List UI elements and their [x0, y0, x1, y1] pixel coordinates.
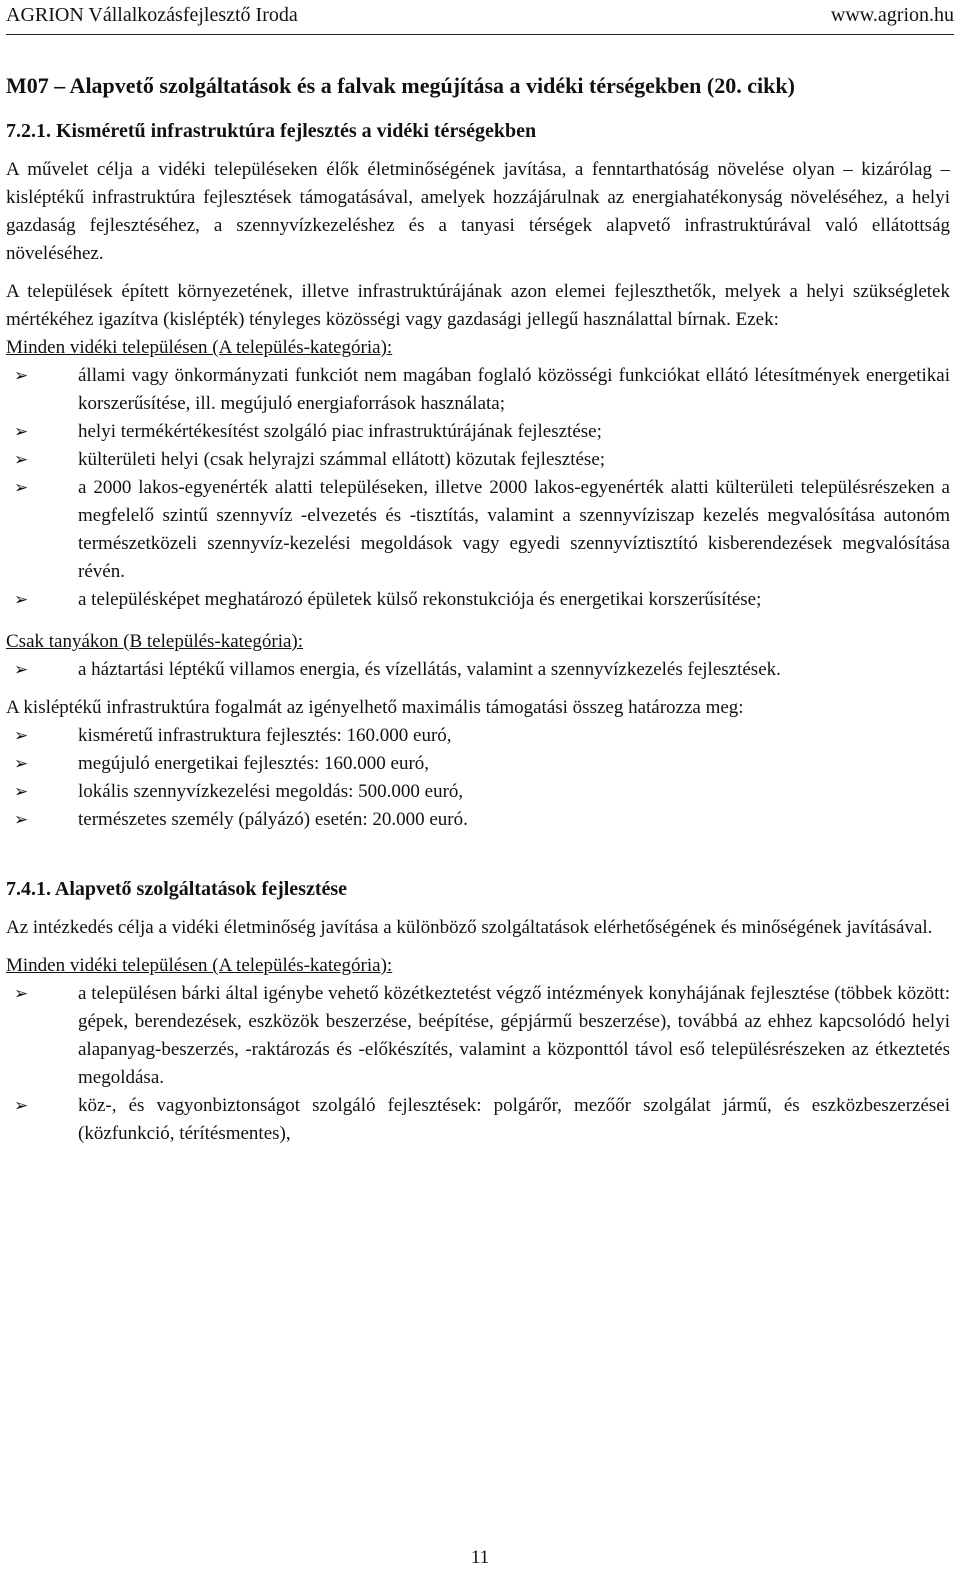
- list-item-text: köz-, és vagyonbiztonságot szolgáló fejlesztések: polgárőr, mezőőr szolgálat jármű, és eszközbeszerzései (közfunkció, térítésmentes),: [78, 1095, 950, 1144]
- list-item-text: a háztartási léptékű villamos energia, és vízellátás, valamint a szennyvízkezelés fejlesztések.: [78, 659, 781, 680]
- arrow-bullet-icon: ➢: [14, 590, 29, 609]
- list-item-text: külterületi helyi (csak helyrajzi számmal ellátott) közutak fejlesztése;: [78, 449, 606, 470]
- category-b-list: [6, 656, 950, 684]
- list-item: [6, 362, 950, 418]
- list-item-text: lokális szennyvízkezelési megoldás: 500.000 euró,: [78, 781, 464, 802]
- page-number: 11: [470, 1547, 490, 1568]
- support-amount-list: [6, 722, 950, 834]
- list-item: [6, 778, 950, 806]
- category-b-label: Csak tanyákon (B település-kategória):: [6, 631, 304, 652]
- list-item: [6, 418, 950, 446]
- section-heading-721: 7.2.1. Kisméretű infrastruktúra fejlesztés a vidéki térségekben: [6, 120, 537, 142]
- page-header: [6, 0, 954, 35]
- section2-paragraph-1: Az intézkedés célja a vidéki életminőség javítása a különböző szolgáltatások elérhetőségének és minőségének javításával.: [6, 917, 933, 938]
- list-item: [6, 722, 950, 750]
- list-item-text: a 2000 lakos-egyenérték alatti településeken, illetve 2000 lakos-egyenérték alatti külterületi településrészeken a megfelelő szintű szennyvíz -elvezetés és -tisztítás, valamint a szennyvíziszap kezelés megvalósítása autonóm természetközeli szennyvíz-kezelési megoldások vagy egyedi szennyvíztisztító kisberendezések megvalósítása révén.: [78, 477, 950, 582]
- arrow-bullet-icon: ➢: [14, 1096, 29, 1115]
- arrow-bullet-icon: ➢: [14, 660, 29, 679]
- arrow-bullet-icon: ➢: [14, 450, 29, 469]
- document-title: M07 – Alapvető szolgáltatások és a falvak megújítása a vidéki térségekben (20. cikk): [6, 73, 795, 98]
- list-item: [6, 446, 950, 474]
- header-left-text: AGRION Vállalkozásfejlesztő Iroda: [6, 4, 298, 26]
- list-item: [6, 980, 950, 1092]
- arrow-bullet-icon: ➢: [14, 754, 29, 773]
- list-item-text: a településen bárki által igénybe vehető közétkeztetést végző intézmények konyhájának fejlesztése (többek között: gépek, berendezések, eszközök beszerzése, beépítése, gépjármű beszerzése), továbbá az ehhez kapcsolódó helyi alapanyag-beszerzés, -raktározás és -előkészítés, valamint a központtól távol eső településrészeken az étkeztetés megoldása.: [78, 983, 950, 1088]
- section-heading-741: 7.4.1. Alapvető szolgáltatások fejlesztése: [6, 878, 348, 900]
- section1-paragraph-1: A művelet célja a vidéki településeken élők életminőségének javítása, a fenntarthatóság növelése olyan – kizárólag – kisléptékű infrastruktúra fejlesztések támogatásával, amelyek hozzájárulnak az energiahatékonyság növeléséhez, a helyi gazdaság fejlesztéséhez, a szennyvízkezeléshez és a tanyasi térségek alapvető infrastruktúrával való ellátottság növeléséhez.: [6, 159, 950, 264]
- list-item-text: megújuló energetikai fejlesztés: 160.000 euró,: [78, 753, 430, 774]
- category-a-list: [6, 362, 950, 614]
- arrow-bullet-icon: ➢: [14, 726, 29, 745]
- list-item: [6, 750, 950, 778]
- arrow-bullet-icon: ➢: [14, 366, 29, 385]
- list-item: [6, 656, 950, 684]
- arrow-bullet-icon: ➢: [14, 478, 29, 497]
- category-a-label: Minden vidéki településen (A település-kategória):: [6, 337, 393, 358]
- arrow-bullet-icon: ➢: [14, 782, 29, 801]
- document-body: [6, 70, 950, 1148]
- list-item-text: kisméretű infrastruktura fejlesztés: 160.000 euró,: [78, 725, 452, 746]
- arrow-bullet-icon: ➢: [14, 984, 29, 1003]
- section1-paragraph-2: A települések épített környezetének, illetve infrastruktúrájának azon elemei fejleszthetők, melyek a helyi szükségletek mértékéhez igazítva (kislépték) tényleges közösségi vagy gazdasági jellegű használattal bírnak. Ezek:: [6, 281, 950, 330]
- list-item-text: helyi termékértékesítést szolgáló piac infrastruktúrájának fejlesztése;: [78, 421, 602, 442]
- list-item-text: természetes személy (pályázó) esetén: 20.000 euró.: [78, 809, 468, 830]
- list-item-text: állami vagy önkormányzati funkciót nem magában foglaló közösségi funkciókat ellátó létesítmények energetikai korszerűsítése, ill. megújuló energiaforrások használata;: [78, 365, 950, 414]
- list-item: [6, 586, 950, 614]
- header-right-url: www.agrion.hu: [830, 4, 954, 26]
- section2-category-a-list: [6, 980, 950, 1148]
- list-item: [6, 806, 950, 834]
- section2-category-a-label: Minden vidéki településen (A település-kategória):: [6, 955, 393, 976]
- list-item-text: a településképet meghatározó épületek külső rekonstukciója és energetikai korszerűsítése;: [78, 589, 762, 610]
- list-item: [6, 474, 950, 586]
- list-item: [6, 1092, 950, 1148]
- arrow-bullet-icon: ➢: [14, 810, 29, 829]
- arrow-bullet-icon: ➢: [14, 422, 29, 441]
- section1-paragraph-3: A kisléptékű infrastruktúra fogalmát az igényelhető maximális támogatási összeg határozza meg:: [6, 697, 744, 718]
